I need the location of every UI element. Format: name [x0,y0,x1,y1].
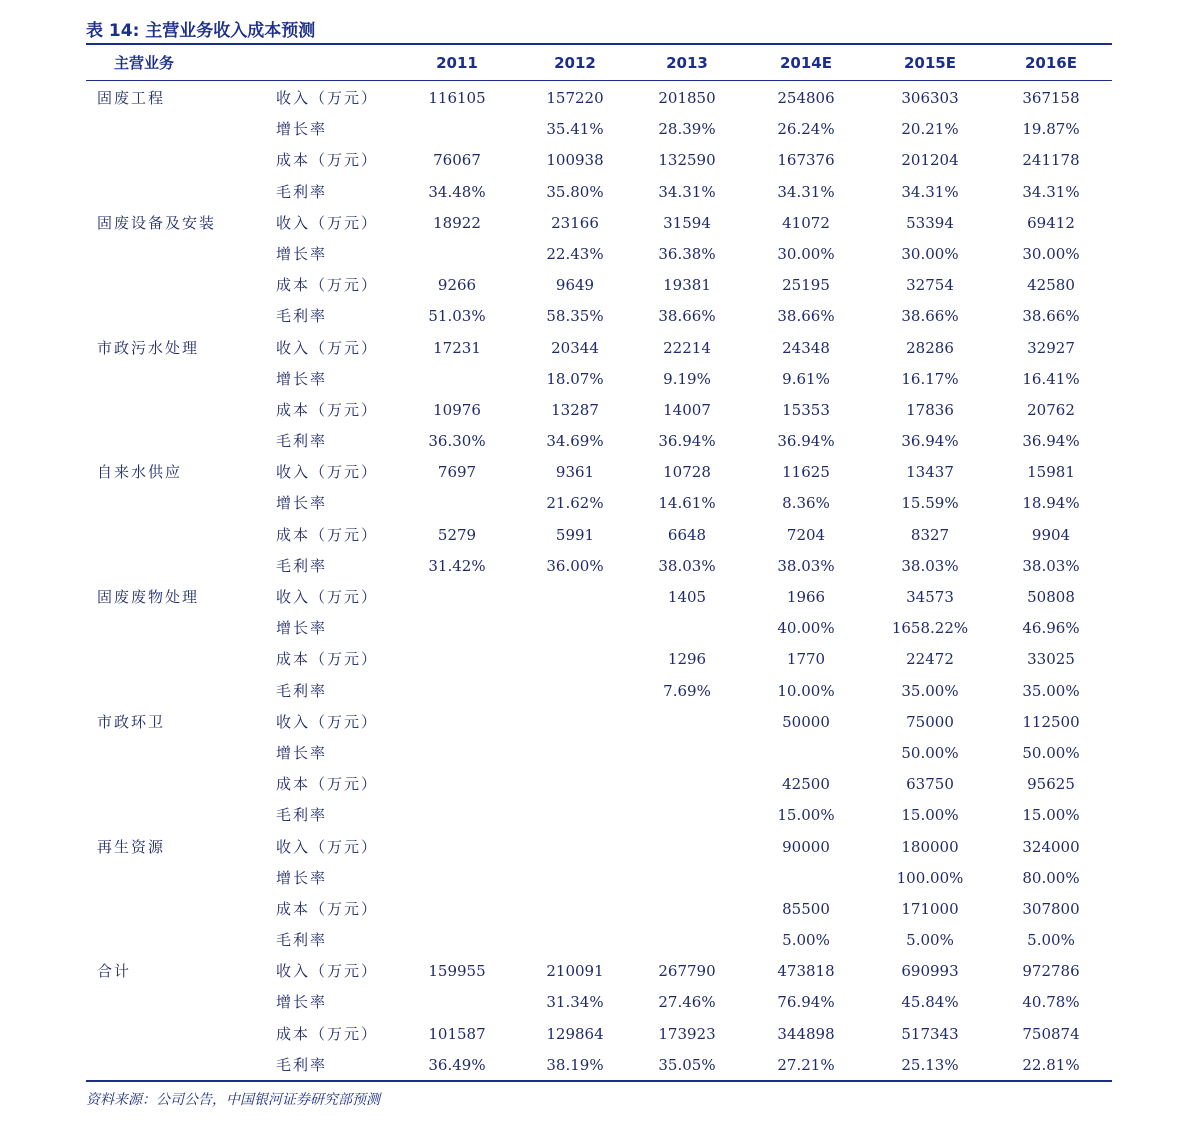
header-year-2014e: 2014E [780,54,832,72]
table-row [86,1050,1112,1081]
metric-label: 收入（万元） [276,712,379,731]
value-cell: 26.24% [777,120,835,139]
metric-label: 成本（万元） [276,775,379,794]
value-cell [746,863,866,894]
value-cell: 23166 [551,213,599,232]
metric-label: 增长率 [276,743,328,762]
table-row [86,395,1112,426]
header-year-2012: 2012 [554,54,596,72]
value-cell [397,613,517,644]
table-row [86,987,1112,1018]
value-cell [397,239,517,270]
metric-label: 收入（万元） [276,588,379,606]
value-cell: 75000 [906,712,954,731]
value-cell: 42500 [782,775,830,794]
value-cell: 34.31% [1022,182,1080,201]
value-cell: 63750 [906,775,954,794]
value-cell: 101587 [428,1024,486,1043]
category-label: 固废设备及安装 [97,213,217,232]
value-cell [397,644,517,675]
value-cell: 7697 [437,463,477,482]
table-header [86,45,1112,80]
value-cell: 31594 [663,213,711,232]
value-cell [627,863,747,894]
value-cell: 34.48% [428,182,486,201]
value-cell [627,738,747,769]
value-cell: 9649 [555,276,595,295]
value-cell: 50.00% [901,743,959,762]
value-cell: 15.59% [901,494,959,513]
value-cell [746,738,866,769]
value-cell: 38.66% [658,307,716,326]
metric-label: 增长率 [276,120,328,139]
value-cell [397,364,517,395]
value-cell: 34.31% [777,182,835,201]
value-cell: 13437 [906,463,954,482]
value-cell: 22.81% [1022,1055,1080,1074]
value-cell: 38.66% [1022,307,1080,326]
value-cell: 36.30% [428,432,486,451]
value-cell: 33025 [1027,650,1075,669]
value-cell: 306303 [901,89,959,107]
value-cell: 14007 [663,400,711,419]
table-row [86,707,1112,738]
value-cell: 36.94% [777,432,835,451]
value-cell: 36.38% [658,244,716,263]
table-row [86,832,1112,863]
value-cell: 1770 [786,650,826,669]
value-cell: 50808 [1027,588,1075,606]
value-cell: 36.94% [658,432,716,451]
header-year-2016e: 2016E [1025,54,1077,72]
value-cell: 41072 [782,213,830,232]
value-cell: 95625 [1027,775,1075,794]
value-cell: 38.03% [901,556,959,575]
table-row [86,613,1112,644]
value-cell [515,738,635,769]
value-cell: 1658.22% [891,619,969,638]
value-cell: 5.00% [1027,931,1075,950]
value-cell: 20344 [551,338,599,357]
table-row [86,582,1112,613]
value-cell: 85500 [782,899,830,918]
value-cell: 36.00% [546,556,604,575]
value-cell: 58.35% [546,307,604,326]
value-cell [627,613,747,644]
value-cell: 38.03% [1022,556,1080,575]
value-cell [515,925,635,956]
value-cell: 21.62% [546,494,604,513]
value-cell: 15981 [1027,463,1075,482]
value-cell: 22472 [906,650,954,669]
category-label: 固废废物处理 [97,588,200,606]
value-cell: 690993 [901,962,959,981]
metric-label: 成本（万元） [276,276,379,295]
metric-label: 收入（万元） [276,213,379,232]
value-cell: 972786 [1022,962,1080,981]
value-cell: 7204 [786,525,826,544]
value-cell [397,863,517,894]
value-cell: 1296 [667,650,707,669]
source-note: 资料来源：公司公告，中国银河证券研究部预测 [86,1092,380,1108]
table-row [86,177,1112,208]
value-cell: 129864 [546,1024,604,1043]
table-row [86,644,1112,675]
value-cell [397,832,517,863]
metric-label: 毛利率 [276,806,328,825]
value-cell [627,894,747,925]
value-cell: 53394 [906,213,954,232]
value-cell: 112500 [1022,712,1080,731]
value-cell: 24348 [782,338,830,357]
metric-label: 成本（万元） [276,400,379,419]
value-cell: 35.80% [546,182,604,201]
value-cell: 20.21% [901,120,959,139]
value-cell: 38.66% [901,307,959,326]
value-cell: 201204 [901,151,959,170]
header-year-2013: 2013 [666,54,708,72]
table-row [86,1019,1112,1050]
value-cell: 38.66% [777,307,835,326]
value-cell [515,832,635,863]
metric-label: 毛利率 [276,182,328,201]
table-row [86,364,1112,395]
value-cell [515,676,635,707]
bottom-rule [86,1080,1112,1082]
category-label: 合计 [97,962,132,981]
value-cell [627,925,747,956]
value-cell: 8327 [910,525,950,544]
table-row [86,488,1112,519]
table-row [86,270,1112,301]
value-cell: 9904 [1031,525,1071,544]
value-cell: 15.00% [777,806,835,825]
value-cell: 76.94% [777,993,835,1012]
table-row [86,520,1112,551]
table-row [86,956,1112,987]
table-row [86,769,1112,800]
metric-label: 增长率 [276,619,328,638]
value-cell: 42580 [1027,276,1075,295]
value-cell: 100938 [546,151,604,170]
value-cell [515,582,635,613]
value-cell [397,769,517,800]
value-cell: 15.00% [901,806,959,825]
value-cell [515,613,635,644]
value-cell: 16.41% [1022,369,1080,388]
value-cell: 40.00% [777,619,835,638]
value-cell: 5.00% [906,931,954,950]
value-cell: 100.00% [896,868,964,887]
value-cell [515,769,635,800]
table-row [86,83,1112,114]
table-row [86,738,1112,769]
table-row [86,800,1112,831]
value-cell: 38.03% [658,556,716,575]
value-cell: 367158 [1022,89,1080,107]
table-row [86,426,1112,457]
value-cell: 50000 [782,712,830,731]
value-cell [515,800,635,831]
value-cell: 241178 [1022,151,1080,170]
value-cell: 22214 [663,338,711,357]
value-cell: 38.19% [546,1055,604,1074]
value-cell: 159955 [428,962,486,981]
value-cell: 1405 [667,588,707,606]
value-cell: 473818 [777,962,835,981]
value-cell: 7.69% [663,681,711,700]
value-cell: 27.21% [777,1055,835,1074]
value-cell: 5279 [437,525,477,544]
value-cell: 9.61% [782,369,830,388]
metric-label: 增长率 [276,244,328,263]
metric-label: 增长率 [276,993,328,1012]
value-cell: 173923 [658,1024,716,1043]
value-cell: 18.07% [546,369,604,388]
table-row [86,145,1112,176]
value-cell [397,925,517,956]
value-cell: 11625 [782,463,830,482]
category-label: 自来水供应 [97,463,183,482]
value-cell: 324000 [1022,837,1080,856]
value-cell: 9.19% [663,369,711,388]
metric-label: 成本（万元） [276,1024,379,1043]
value-cell [397,894,517,925]
value-cell: 210091 [546,962,604,981]
value-cell: 35.00% [901,681,959,700]
value-cell: 35.05% [658,1055,716,1074]
value-cell [397,707,517,738]
value-cell [515,863,635,894]
value-cell [397,676,517,707]
value-cell: 76067 [433,151,481,170]
category-label: 固废工程 [97,89,166,107]
table-row [86,208,1112,239]
metric-label: 收入（万元） [276,962,379,981]
value-cell: 517343 [901,1024,959,1043]
value-cell: 18.94% [1022,494,1080,513]
value-cell [397,987,517,1018]
value-cell: 31.42% [428,556,486,575]
metric-label: 收入（万元） [276,463,379,482]
metric-label: 毛利率 [276,931,328,950]
value-cell: 19.87% [1022,120,1080,139]
value-cell [627,800,747,831]
value-cell [627,707,747,738]
value-cell [397,488,517,519]
value-cell: 90000 [782,837,830,856]
value-cell [397,114,517,145]
value-cell [397,738,517,769]
value-cell: 18922 [433,213,481,232]
value-cell: 34.31% [901,182,959,201]
value-cell: 16.17% [901,369,959,388]
value-cell: 40.78% [1022,993,1080,1012]
value-cell: 17231 [433,338,481,357]
value-cell: 17836 [906,400,954,419]
header-year-2015e: 2015E [904,54,956,72]
value-cell: 28286 [906,338,954,357]
metric-label: 收入（万元） [276,837,379,856]
value-cell: 8.36% [782,494,830,513]
value-cell: 307800 [1022,899,1080,918]
value-cell: 80.00% [1022,868,1080,887]
metric-label: 毛利率 [276,432,328,451]
value-cell: 750874 [1022,1024,1080,1043]
table-row [86,239,1112,270]
category-label: 市政污水处理 [97,338,200,357]
value-cell: 20762 [1027,400,1075,419]
metric-label: 增长率 [276,369,328,388]
value-cell: 30.00% [1022,244,1080,263]
table-row [86,676,1112,707]
value-cell: 31.34% [546,993,604,1012]
value-cell: 344898 [777,1024,835,1043]
header-main-business: 主营业务 [114,54,175,72]
value-cell [515,894,635,925]
value-cell: 36.94% [901,432,959,451]
value-cell: 50.00% [1022,743,1080,762]
value-cell: 1966 [786,588,826,606]
value-cell: 14.61% [658,494,716,513]
category-label: 再生资源 [97,837,166,856]
value-cell: 30.00% [901,244,959,263]
header-rule [86,80,1112,81]
value-cell: 180000 [901,837,959,856]
table-row [86,301,1112,332]
value-cell [515,707,635,738]
value-cell: 69412 [1027,213,1075,232]
value-cell: 22.43% [546,244,604,263]
value-cell: 9266 [437,276,477,295]
value-cell: 5.00% [782,931,830,950]
value-cell: 5991 [555,525,595,544]
value-cell: 201850 [658,89,716,107]
value-cell: 13287 [551,400,599,419]
table-row [86,551,1112,582]
category-label: 市政环卫 [97,712,166,731]
table-row [86,114,1112,145]
metric-label: 毛利率 [276,1055,328,1074]
value-cell: 9361 [555,463,595,482]
value-cell: 35.41% [546,120,604,139]
value-cell: 15.00% [1022,806,1080,825]
table-row [86,894,1112,925]
value-cell [627,769,747,800]
value-cell: 45.84% [901,993,959,1012]
metric-label: 毛利率 [276,307,328,326]
value-cell: 28.39% [658,120,716,139]
value-cell: 254806 [777,89,835,107]
value-cell: 267790 [658,962,716,981]
metric-label: 增长率 [276,868,328,887]
value-cell: 34.31% [658,182,716,201]
value-cell: 32754 [906,276,954,295]
value-cell: 34573 [906,588,954,606]
value-cell: 171000 [901,899,959,918]
metric-label: 毛利率 [276,681,328,700]
table-row [86,925,1112,956]
value-cell: 157220 [546,89,604,107]
table-row [86,457,1112,488]
metric-label: 增长率 [276,494,328,513]
value-cell: 19381 [663,276,711,295]
metric-label: 成本（万元） [276,650,379,669]
header-year-2011: 2011 [436,54,478,72]
value-cell: 167376 [777,151,835,170]
metric-label: 成本（万元） [276,899,379,918]
value-cell: 25.13% [901,1055,959,1074]
value-cell: 10728 [663,463,711,482]
value-cell: 30.00% [777,244,835,263]
value-cell [397,800,517,831]
value-cell: 27.46% [658,993,716,1012]
value-cell: 32927 [1027,338,1075,357]
value-cell: 51.03% [428,307,486,326]
value-cell: 36.49% [428,1055,486,1074]
value-cell [627,832,747,863]
value-cell: 46.96% [1022,619,1080,638]
value-cell: 38.03% [777,556,835,575]
value-cell: 34.69% [546,432,604,451]
metric-label: 毛利率 [276,556,328,575]
value-cell: 36.94% [1022,432,1080,451]
value-cell: 25195 [782,276,830,295]
value-cell: 10.00% [777,681,835,700]
metric-label: 成本（万元） [276,525,379,544]
value-cell: 116105 [428,89,486,107]
value-cell [515,644,635,675]
value-cell: 6648 [667,525,707,544]
table-title: 表 14: 主营业务收入成本预测 [86,21,316,41]
table-row [86,333,1112,364]
metric-label: 收入（万元） [276,338,379,357]
value-cell: 35.00% [1022,681,1080,700]
metric-label: 成本（万元） [276,151,379,170]
value-cell: 15353 [782,400,830,419]
value-cell: 10976 [433,400,481,419]
value-cell: 132590 [658,151,716,170]
value-cell [397,582,517,613]
table-row [86,863,1112,894]
table-body [86,83,1112,1081]
metric-label: 收入（万元） [276,89,379,107]
